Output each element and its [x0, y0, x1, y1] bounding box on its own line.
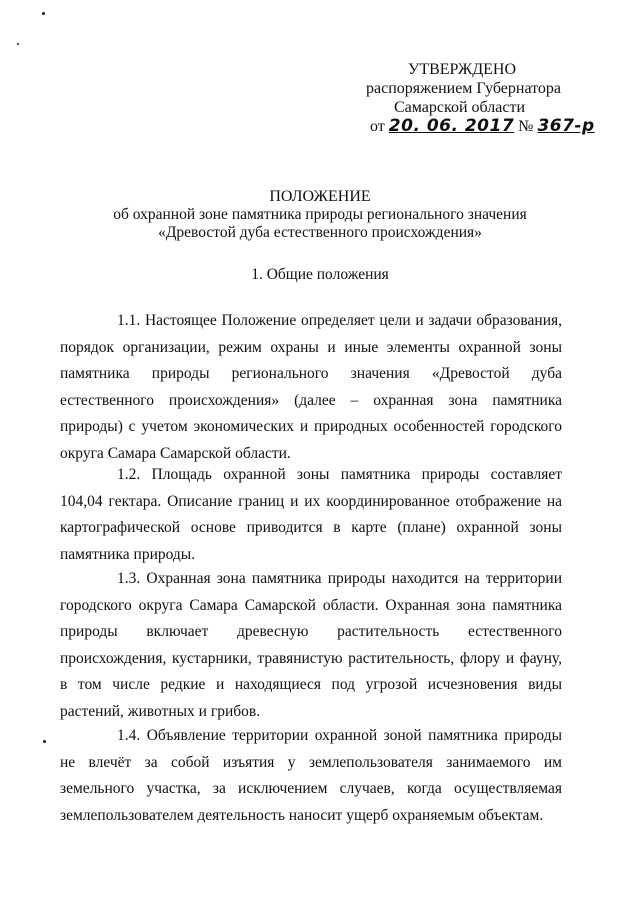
document-subtitle	[60, 206, 580, 242]
paragraph-1-1: 1.1. Настоящее Положение определяет цели и задачи образования, порядок организации, режим охраны и иные элементы охранной зоны памятника природы регионального значения «Древостой дуба естественного происхождения» (далее – охранная зона памятника природы) с учетом экономических и природных особенностей городского округа Самара Самарской области.	[60, 312, 562, 462]
handwritten-number: 367-р	[537, 116, 595, 136]
handwritten-date: 20. 06. 2017	[388, 116, 515, 136]
approval-line: распоряжением Губернатора	[366, 80, 562, 97]
date-prefix: от	[370, 118, 385, 135]
approval-heading: УТВЕРЖДЕНО	[408, 61, 517, 78]
scan-speck	[17, 43, 19, 45]
document-title: ПОЛОЖЕНИЕ	[269, 188, 371, 205]
paragraph-1-3: 1.3. Охранная зона памятника природы находится на территории городского округа Самара Самарской области. Охранная зона памятника природы включает древесную растительность естественного происхождения, кустарники, травянистую растительность, флору и фауну, в том числе редкие и находящиеся под угрозой исчезновения виды растений, животных и грибов.	[60, 570, 562, 720]
paragraph-1-2: 1.2. Площадь охранной зоны памятника природы составляет 104,04 гектара. Описание границ и их координированное отображение на картографической основе приводится в карте (плане) охранной зоны памятника природы.	[60, 466, 562, 563]
subtitle-line: «Древостой дуба естественного происхождения»	[158, 224, 482, 241]
scan-speck	[42, 12, 45, 15]
approval-date-line	[366, 117, 595, 136]
approval-line: Самарской области	[394, 99, 525, 116]
paragraph-1-4: 1.4. Объявление территории охранной зоной памятника природы не влечёт за собой изъятия у землепользователя занимаемого им земельного участка, за исключением случаев, когда осуществляемая землепользователем деятельность наносит ущерб охраняемым объектам.	[60, 727, 562, 824]
number-sign: №	[518, 118, 534, 135]
scan-speck	[43, 740, 46, 743]
approval-block	[366, 60, 595, 136]
subtitle-line: об охранной зоне памятника природы регионального значения	[113, 206, 527, 223]
section-heading: 1. Общие положения	[251, 266, 389, 283]
